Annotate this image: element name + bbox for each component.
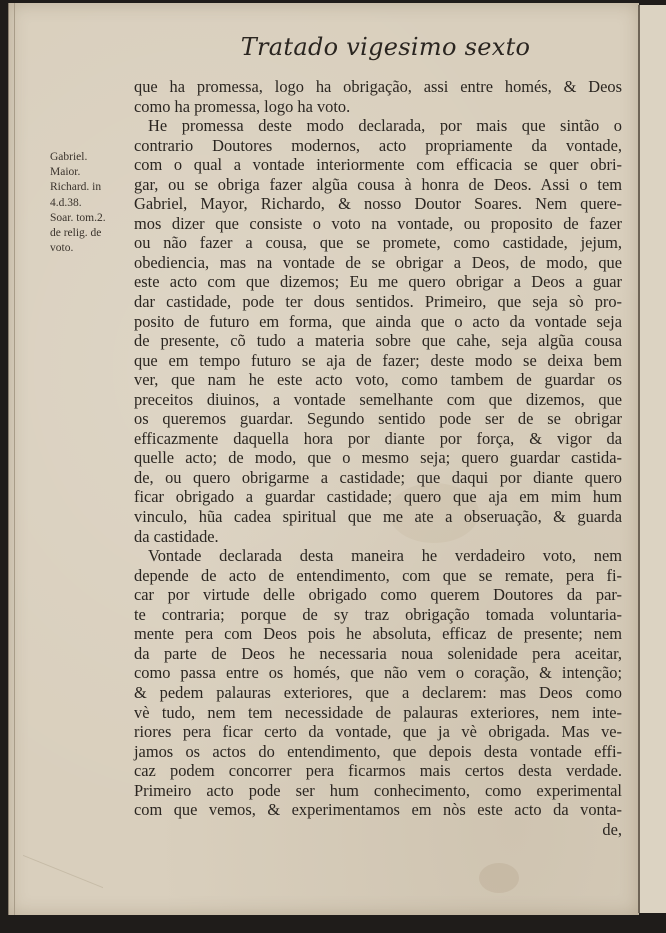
text-line: dar castidade, pode ter dous sentidos. Primeiro, que seja sò pro- xyxy=(134,292,622,312)
text-line: caz podem concorrer pera ficarmos mais certos desta verdade. xyxy=(134,761,622,781)
text-line: riores pera ficar certo da vontade, que ja vè obrigada. Mas ve- xyxy=(134,722,622,742)
text-line: mos dizer que consiste o voto na vontade, ou proposito de fazer xyxy=(134,213,622,233)
text-line: te contraria; porque de sy traz obrigação tomada voluntaria- xyxy=(134,604,622,624)
marginal-note: Maior. xyxy=(50,166,81,179)
paper-stain xyxy=(479,863,519,893)
text-line: com que vemos, & experimentamos em nòs este acto da vonta- xyxy=(134,800,622,820)
text-line: como passa entre os homés, que não vem o coração, & intenção; xyxy=(134,663,622,683)
marginal-notes xyxy=(50,150,130,256)
page-fold-crease xyxy=(23,855,103,933)
text-line: & pedem palauras exteriores, que a declarem: mas Deos como xyxy=(134,682,622,702)
text-line: contrario Doutores modernos, acto propriamente da vontade, xyxy=(134,135,622,155)
text-line: com o qual a vontade interiormente com efficacia se quer obri- xyxy=(134,155,622,175)
text-line: este acto com que dizemos; Eu me quero obrigar a Deos a guar xyxy=(134,272,622,292)
text-line: depende de acto de entendimento, com que se remate, pera fi- xyxy=(134,565,622,585)
text-line: posito de futuro em forma, que ainda que o acto da vontade seja xyxy=(134,311,622,331)
text-line: quelle acto; de modo, que o mesmo seja; quero guardar castida- xyxy=(134,448,622,468)
text-line: ficar obrigado a guardar castidade; quero que aja em mim hum xyxy=(134,487,622,507)
paragraph-start-line: Vontade declarada desta maneira he verdadeiro voto, nem xyxy=(148,546,622,566)
text-line: que ha promessa, logo ha obrigação, assi entre homés, & Deos xyxy=(134,77,622,96)
text-line: os queremos guardar. Segundo sentido pode ser de se obrigar xyxy=(134,409,622,429)
text-line: que em tempo futuro se aja de fazer; deste modo se deixa bem xyxy=(134,350,622,370)
marginal-note: 4.d.38. xyxy=(50,196,82,209)
text-line: obediencia, mas na vontade de se obrigar a Deos, de modo, que xyxy=(134,252,622,272)
text-line: ou não fazer a cousa, que se promete, como castidade, jejum, xyxy=(134,233,622,253)
text-line: da castidade. xyxy=(134,526,219,546)
marginal-note: Gabriel. xyxy=(50,151,88,163)
marginal-note: Soar. tom.2. xyxy=(50,211,106,224)
facing-page-edge xyxy=(638,5,666,913)
text-line: de, ou quero obrigarme a castidade; que daqui por diante quero xyxy=(134,467,622,487)
text-line: ver, que nam he este acto voto, como tambem de guardar os xyxy=(134,370,622,390)
text-line: vè tudo, nem tem necessidade de palauras exteriores, nem inte- xyxy=(134,702,622,722)
text-line: vinculo, hũa cadea spiritual que me ate a obseruação, & guarda xyxy=(134,507,622,527)
body-text xyxy=(134,77,622,839)
page-edge xyxy=(14,3,15,915)
text-line: Gabriel, Mayor, Richardo, & nosso Doutor Soares. Nem quere- xyxy=(134,194,622,214)
text-line: de presente, cõ tudo a materia sobre que cahe, seja algũa cousa xyxy=(134,331,622,351)
text-line: mente pera com Deos pois he absoluta, efficaz de presente; nem xyxy=(134,624,622,644)
text-line: preceitos diuinos, a vontade semelhante com que dizemos, que xyxy=(134,389,622,409)
text-line: Primeiro acto pode ser hum conhecimento, como experimental xyxy=(134,780,622,800)
text-line: car por virtude delle obrigado como querem Doutores da par- xyxy=(134,585,622,605)
marginal-note: Richard. in xyxy=(50,181,102,194)
text-line: jamos os actos do entendimento, que depois desta vontade effi- xyxy=(134,741,622,761)
paragraph-start-line: He promessa deste modo declarada, por mais que sintão o xyxy=(148,116,622,136)
text-line: gar, ou se obriga fazer algũa cousa à honra de Deos. Assi o tem xyxy=(134,174,622,194)
marginal-note: de relig. de xyxy=(50,227,102,240)
running-head: Tratado vigesimo sexto xyxy=(240,33,531,61)
text-line: da parte de Deos he necessaria noua solenidade pera aceitar, xyxy=(134,643,622,663)
text-line: como ha promessa, logo ha voto. xyxy=(134,96,351,116)
catchword: de, xyxy=(602,819,622,839)
marginal-note: voto. xyxy=(50,242,74,255)
text-line: efficazmente daquella hora por diante por força, & vigor da xyxy=(134,428,622,448)
